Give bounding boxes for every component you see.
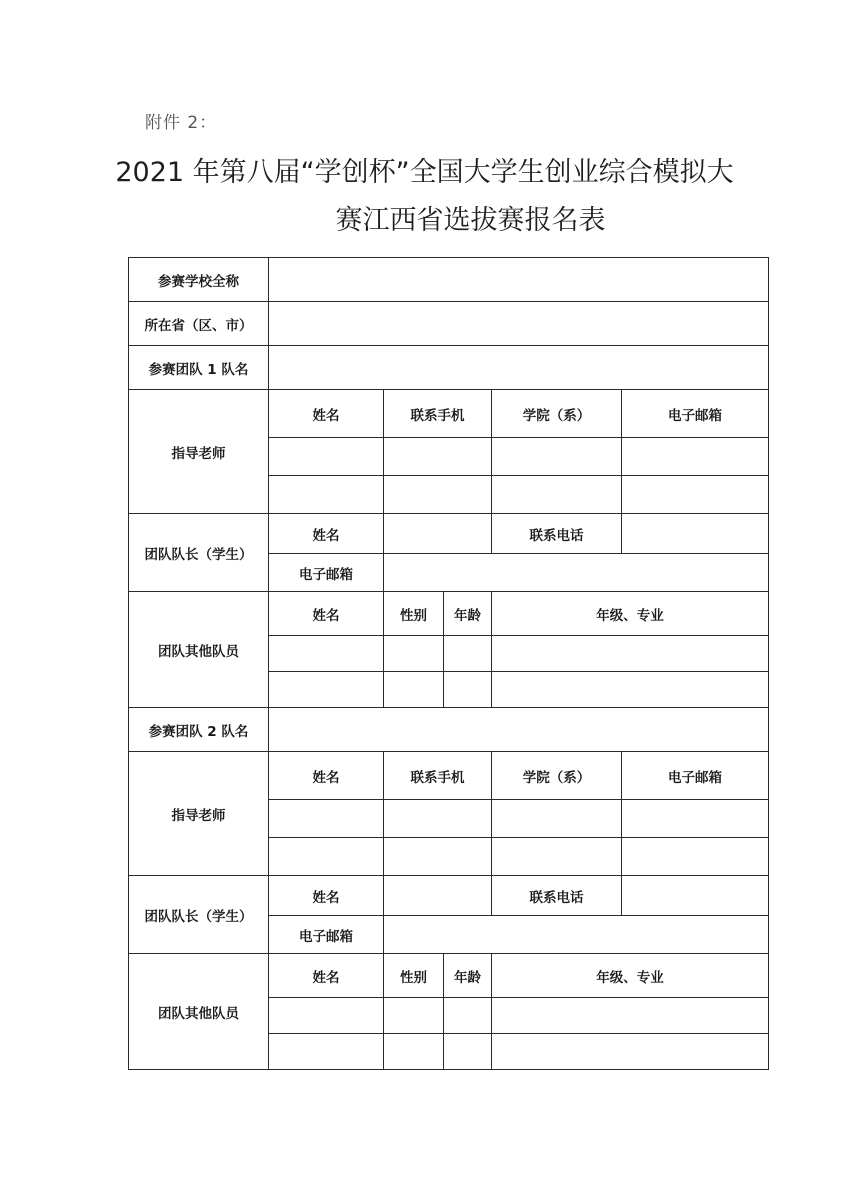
team2-advisor-label: 指导老师: [129, 752, 269, 876]
team1-advisor-header-college: 学院（系）: [492, 390, 622, 438]
province-label: 所在省（区、市）: [129, 302, 269, 346]
registration-form-table: [128, 257, 769, 1070]
team2-leader-name-label: 姓名: [269, 876, 384, 916]
team2-advisor-header-name: 姓名: [269, 752, 384, 800]
team1-leader-email-label: 电子邮箱: [269, 554, 384, 592]
team2-members-header-name: 姓名: [269, 954, 384, 998]
province-row: [129, 302, 769, 346]
team2-leader-name-cell[interactable]: [384, 876, 492, 916]
team2-advisor-header-row: [129, 752, 769, 800]
team2-members-header-row: [129, 954, 769, 998]
team1-leader-email-cell[interactable]: [384, 554, 769, 592]
team1-member-name-cell[interactable]: [269, 672, 384, 708]
team2-advisor-name-cell[interactable]: [269, 838, 384, 876]
team2-leader-phone-cell[interactable]: [622, 876, 769, 916]
team1-member-name-cell[interactable]: [269, 636, 384, 672]
team2-leader-phone-label: 联系电话: [492, 876, 622, 916]
team1-leader-name-cell[interactable]: [384, 514, 492, 554]
team2-leader-label: 团队队长（学生）: [129, 876, 269, 954]
team2-name-label: 参赛团队 2 队名: [129, 708, 269, 752]
team1-leader-row: [129, 514, 769, 554]
team1-name-input-cell[interactable]: [269, 346, 769, 390]
team2-members-header-gender: 性别: [384, 954, 444, 998]
team2-advisor-college-cell[interactable]: [492, 800, 622, 838]
team1-advisor-header-row: [129, 390, 769, 438]
team2-advisor-phone-cell[interactable]: [384, 800, 492, 838]
school-row: [129, 258, 769, 302]
team2-leader-email-label: 电子邮箱: [269, 916, 384, 954]
team2-advisor-header-phone: 联系手机: [384, 752, 492, 800]
team2-leader-row: [129, 876, 769, 916]
team2-name-row: [129, 708, 769, 752]
team1-members-header-major: 年级、专业: [492, 592, 769, 636]
team1-members-header-name: 姓名: [269, 592, 384, 636]
team2-member-name-cell[interactable]: [269, 1034, 384, 1070]
attachment-label: 附件 2：: [145, 113, 218, 133]
team2-members-label: 团队其他队员: [129, 954, 269, 1070]
page-title-line-2: 赛江西省选拔赛报名表: [335, 205, 606, 236]
team1-member-gender-cell[interactable]: [384, 672, 444, 708]
team1-advisor-phone-cell[interactable]: [384, 438, 492, 476]
team2-advisor-email-cell[interactable]: [622, 800, 769, 838]
team2-member-major-cell[interactable]: [492, 998, 769, 1034]
team1-name-row: [129, 346, 769, 390]
team2-leader-email-cell[interactable]: [384, 916, 769, 954]
team1-leader-label: 团队队长（学生）: [129, 514, 269, 592]
team1-member-major-cell[interactable]: [492, 636, 769, 672]
team1-member-age-cell[interactable]: [444, 672, 492, 708]
team2-advisor-header-email: 电子邮箱: [622, 752, 769, 800]
team1-members-header-row: [129, 592, 769, 636]
team2-members-header-major: 年级、专业: [492, 954, 769, 998]
team1-leader-name-label: 姓名: [269, 514, 384, 554]
team1-advisor-college-cell[interactable]: [492, 438, 622, 476]
team1-members-label: 团队其他队员: [129, 592, 269, 708]
team2-advisor-header-college: 学院（系）: [492, 752, 622, 800]
team2-member-gender-cell[interactable]: [384, 998, 444, 1034]
team1-advisor-name-cell[interactable]: [269, 476, 384, 514]
team1-advisor-email-cell[interactable]: [622, 438, 769, 476]
team2-member-age-cell[interactable]: [444, 998, 492, 1034]
team1-member-age-cell[interactable]: [444, 636, 492, 672]
team1-leader-phone-label: 联系电话: [492, 514, 622, 554]
team2-member-name-cell[interactable]: [269, 998, 384, 1034]
team2-member-gender-cell[interactable]: [384, 1034, 444, 1070]
team1-member-major-cell[interactable]: [492, 672, 769, 708]
team1-advisor-label: 指导老师: [129, 390, 269, 514]
team2-advisor-college-cell[interactable]: [492, 838, 622, 876]
team1-members-header-gender: 性别: [384, 592, 444, 636]
school-label: 参赛学校全称: [129, 258, 269, 302]
team1-leader-phone-cell[interactable]: [622, 514, 769, 554]
team1-name-label: 参赛团队 1 队名: [129, 346, 269, 390]
team2-advisor-email-cell[interactable]: [622, 838, 769, 876]
page-title-line-1: 2021 年第八届“学创杯”全国大学生创业综合模拟大: [115, 157, 734, 188]
team2-member-age-cell[interactable]: [444, 1034, 492, 1070]
team1-advisor-header-name: 姓名: [269, 390, 384, 438]
team2-members-header-age: 年龄: [444, 954, 492, 998]
team2-advisor-name-cell[interactable]: [269, 800, 384, 838]
team1-advisor-name-cell[interactable]: [269, 438, 384, 476]
team1-advisor-email-cell[interactable]: [622, 476, 769, 514]
team1-advisor-phone-cell[interactable]: [384, 476, 492, 514]
team2-member-major-cell[interactable]: [492, 1034, 769, 1070]
team1-advisor-header-email: 电子邮箱: [622, 390, 769, 438]
school-input-cell[interactable]: [269, 258, 769, 302]
team2-advisor-phone-cell[interactable]: [384, 838, 492, 876]
team1-advisor-college-cell[interactable]: [492, 476, 622, 514]
team1-advisor-header-phone: 联系手机: [384, 390, 492, 438]
team1-member-gender-cell[interactable]: [384, 636, 444, 672]
team2-name-input-cell[interactable]: [269, 708, 769, 752]
province-input-cell[interactable]: [269, 302, 769, 346]
team1-members-header-age: 年龄: [444, 592, 492, 636]
